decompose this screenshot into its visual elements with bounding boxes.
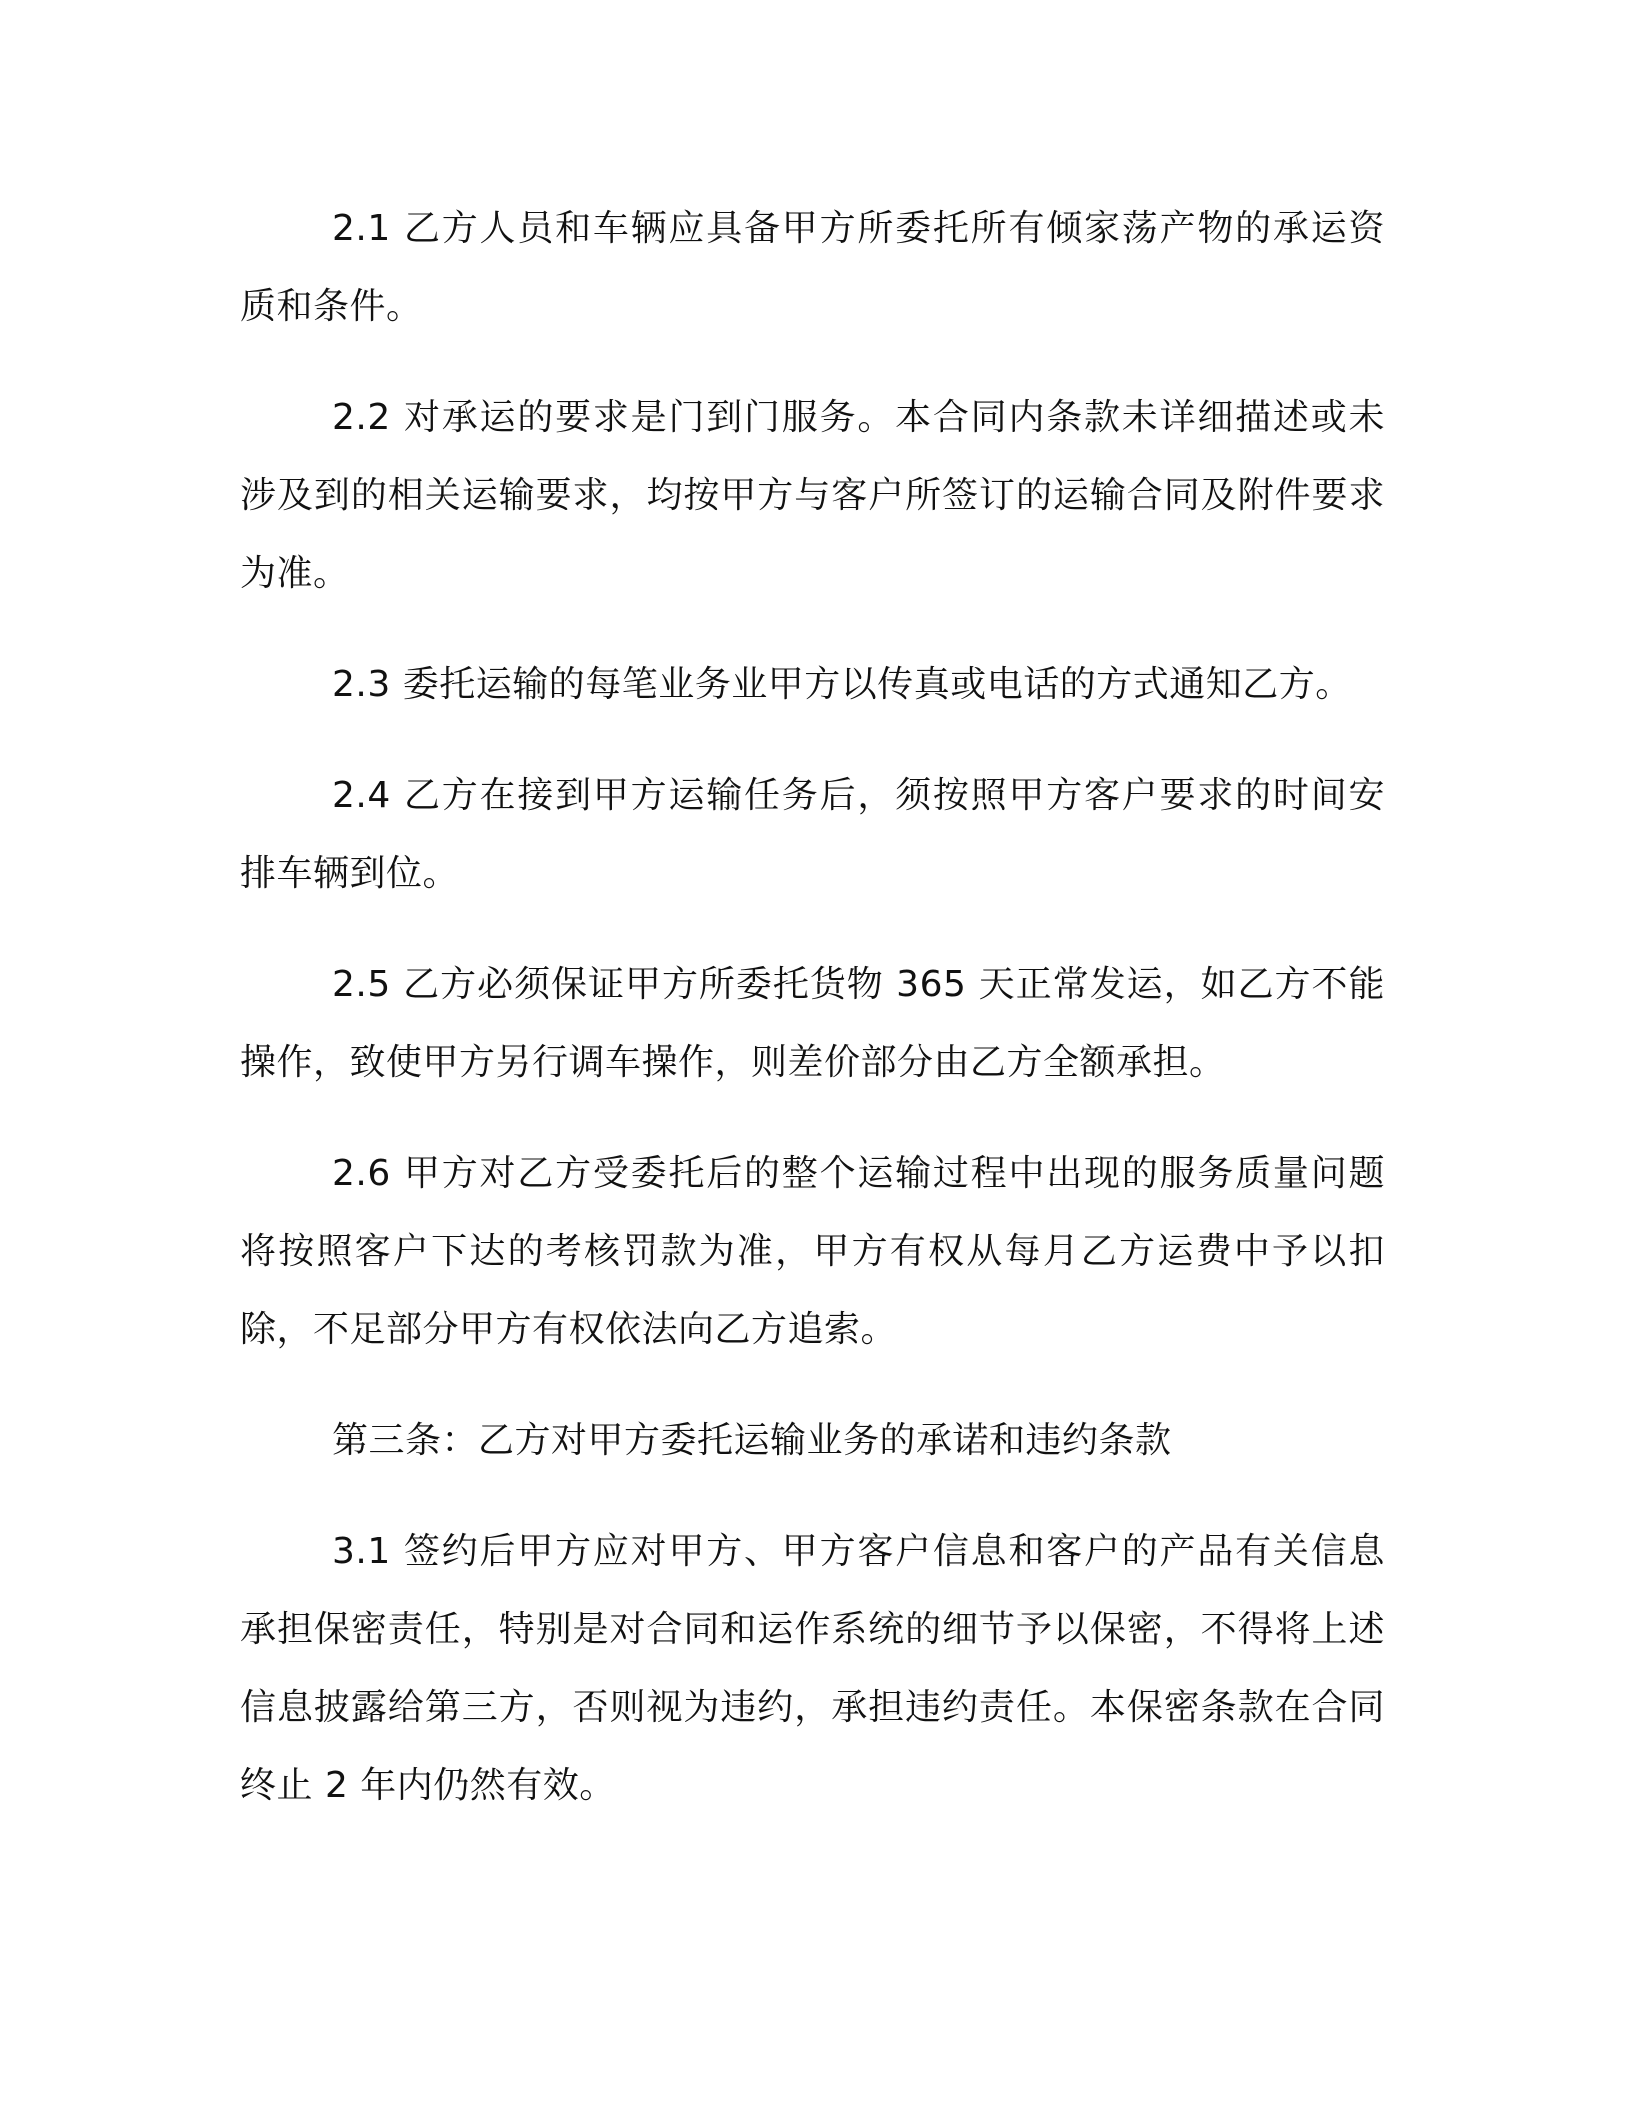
paragraph-3-1: 3.1 签约后甲方应对甲方、甲方客户信息和客户的产品有关信息承担保密责任，特别是对合同和运作系统的细节予以保密，不得将上述信息披露给第三方，否则视为违约，承担违约责任。本保密条款在合同终止 2 年内仍然有效。 bbox=[240, 1531, 1385, 1806]
paragraph-2-2: 2.2 对承运的要求是门到门服务。本合同内条款未详细描述或未涉及到的相关运输要求，均按甲方与客户所签订的运输合同及附件要求为准。 bbox=[240, 397, 1385, 594]
document-body bbox=[240, 190, 1385, 1858]
paragraph-2-3: 2.3 委托运输的每笔业务业甲方以传真或电话的方式通知乙方。 bbox=[332, 664, 1352, 705]
paragraph-2-1: 2.1 乙方人员和车辆应具备甲方所委托所有倾家荡产物的承运资质和条件。 bbox=[240, 208, 1385, 327]
paragraph-2-4: 2.4 乙方在接到甲方运输任务后，须按照甲方客户要求的时间安排车辆到位。 bbox=[240, 775, 1385, 894]
paragraph-2-5: 2.5 乙方必须保证甲方所委托货物 365 天正常发运，如乙方不能操作，致使甲方另行调车操作，则差价部分由乙方全额承担。 bbox=[240, 964, 1385, 1083]
section-heading-article-3: 第三条：乙方对甲方委托运输业务的承诺和违约条款 bbox=[332, 1420, 1172, 1461]
paragraph-2-6: 2.6 甲方对乙方受委托后的整个运输过程中出现的服务质量问题将按照客户下达的考核罚款为准，甲方有权从每月乙方运费中予以扣除，不足部分甲方有权依法向乙方追索。 bbox=[240, 1153, 1385, 1350]
